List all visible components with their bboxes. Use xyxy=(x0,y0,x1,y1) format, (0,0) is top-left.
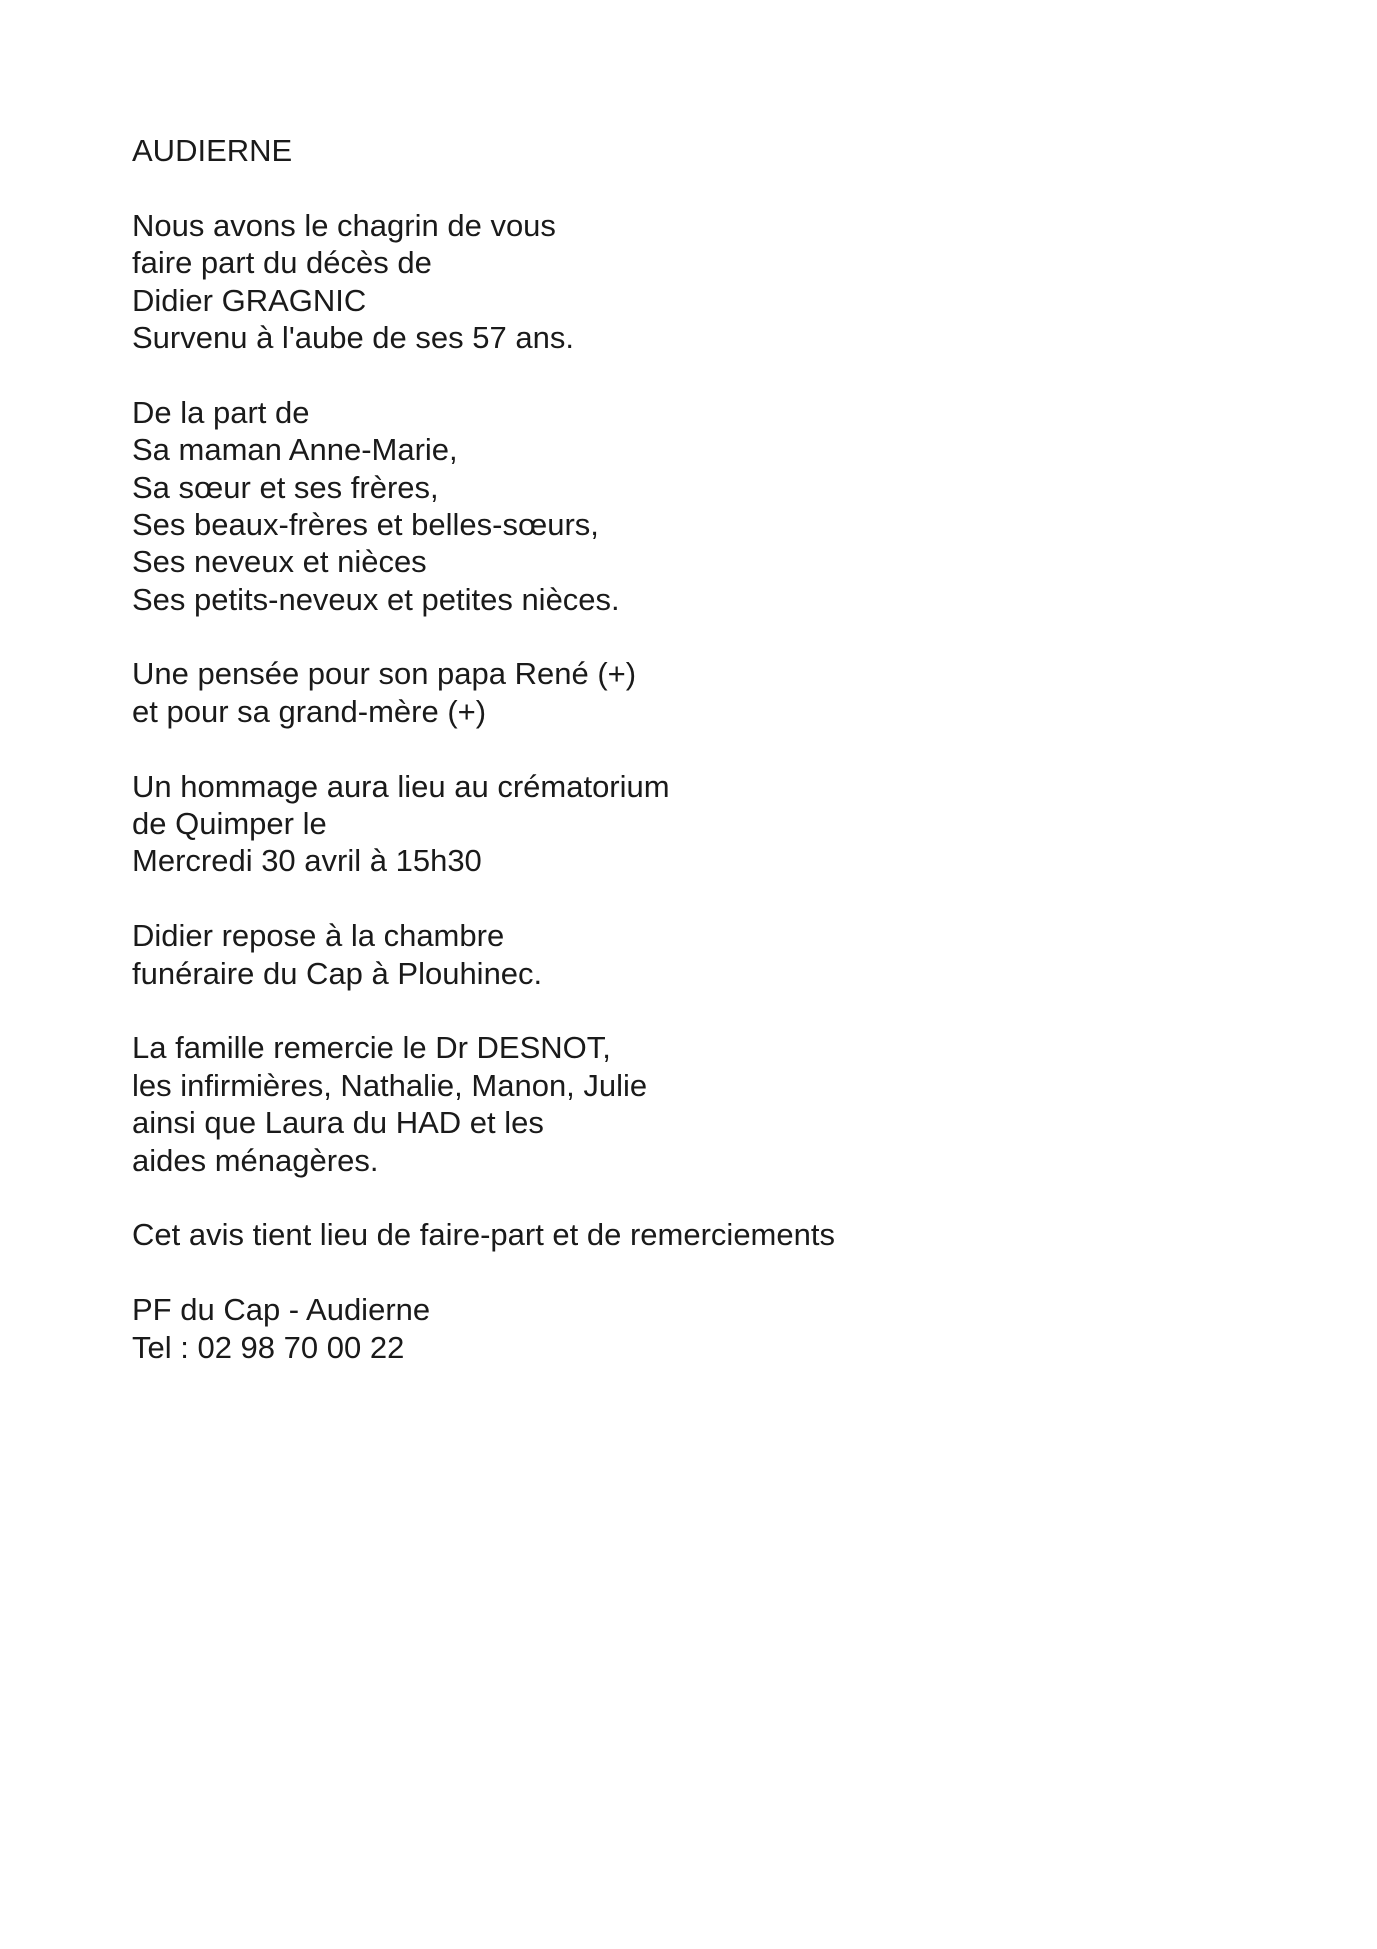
family-line: Sa maman Anne-Marie, xyxy=(132,432,458,468)
family-line: Ses beaux-frères et belles-sœurs, xyxy=(132,506,599,542)
obituary-notice xyxy=(132,132,1232,1366)
notice-statement: Cet avis tient lieu de faire-part et de remerciements xyxy=(132,1217,835,1253)
family-line: Ses neveux et nièces xyxy=(132,544,427,580)
remembrance-line: et pour sa grand-mère (+) xyxy=(132,693,487,729)
announcement-line: Nous avons le chagrin de vous xyxy=(132,207,556,243)
rest-place-line: funéraire du Cap à Plouhinec. xyxy=(132,955,543,991)
paragraph-gap xyxy=(132,730,1232,767)
family-paragraph xyxy=(132,394,1232,618)
thanks-line: aides ménagères. xyxy=(132,1142,379,1178)
family-line: Sa sœur et ses frères, xyxy=(132,469,439,505)
rest-place-paragraph xyxy=(132,917,1232,992)
thanks-line: ainsi que Laura du HAD et les xyxy=(132,1105,544,1141)
contact-block xyxy=(132,1291,1232,1366)
phone-number: Tel : 02 98 70 00 22 xyxy=(132,1329,405,1365)
thanks-line: les infirmières, Nathalie, Manon, Julie xyxy=(132,1067,648,1103)
announcement-line: faire part du décès de xyxy=(132,245,432,281)
town-heading: AUDIERNE xyxy=(132,133,293,168)
remembrance-paragraph xyxy=(132,655,1232,730)
announcement-line: Survenu à l'aube de ses 57 ans. xyxy=(132,319,574,355)
paragraph-gap xyxy=(132,1179,1232,1216)
paragraph-gap xyxy=(132,992,1232,1029)
paragraph-gap xyxy=(132,880,1232,917)
paragraph-gap xyxy=(132,618,1232,655)
ceremony-paragraph xyxy=(132,768,1232,880)
deceased-name: Didier GRAGNIC xyxy=(132,282,367,318)
ceremony-line: Un hommage aura lieu au crématorium xyxy=(132,768,670,804)
family-line: Ses petits-neveux et petites nièces. xyxy=(132,581,620,617)
thanks-paragraph xyxy=(132,1029,1232,1179)
remembrance-line: Une pensée pour son papa René (+) xyxy=(132,656,637,692)
announcement-paragraph xyxy=(132,207,1232,357)
rest-place-line: Didier repose à la chambre xyxy=(132,918,505,954)
paragraph-gap xyxy=(132,356,1232,393)
ceremony-line: de Quimper le xyxy=(132,806,327,842)
thanks-line: La famille remercie le Dr DESNOT, xyxy=(132,1030,611,1066)
paragraph-gap xyxy=(132,169,1232,206)
funeral-home-name: PF du Cap - Audierne xyxy=(132,1292,431,1328)
paragraph-gap xyxy=(132,1254,1232,1291)
family-line: De la part de xyxy=(132,394,310,430)
ceremony-date: Mercredi 30 avril à 15h30 xyxy=(132,843,482,879)
